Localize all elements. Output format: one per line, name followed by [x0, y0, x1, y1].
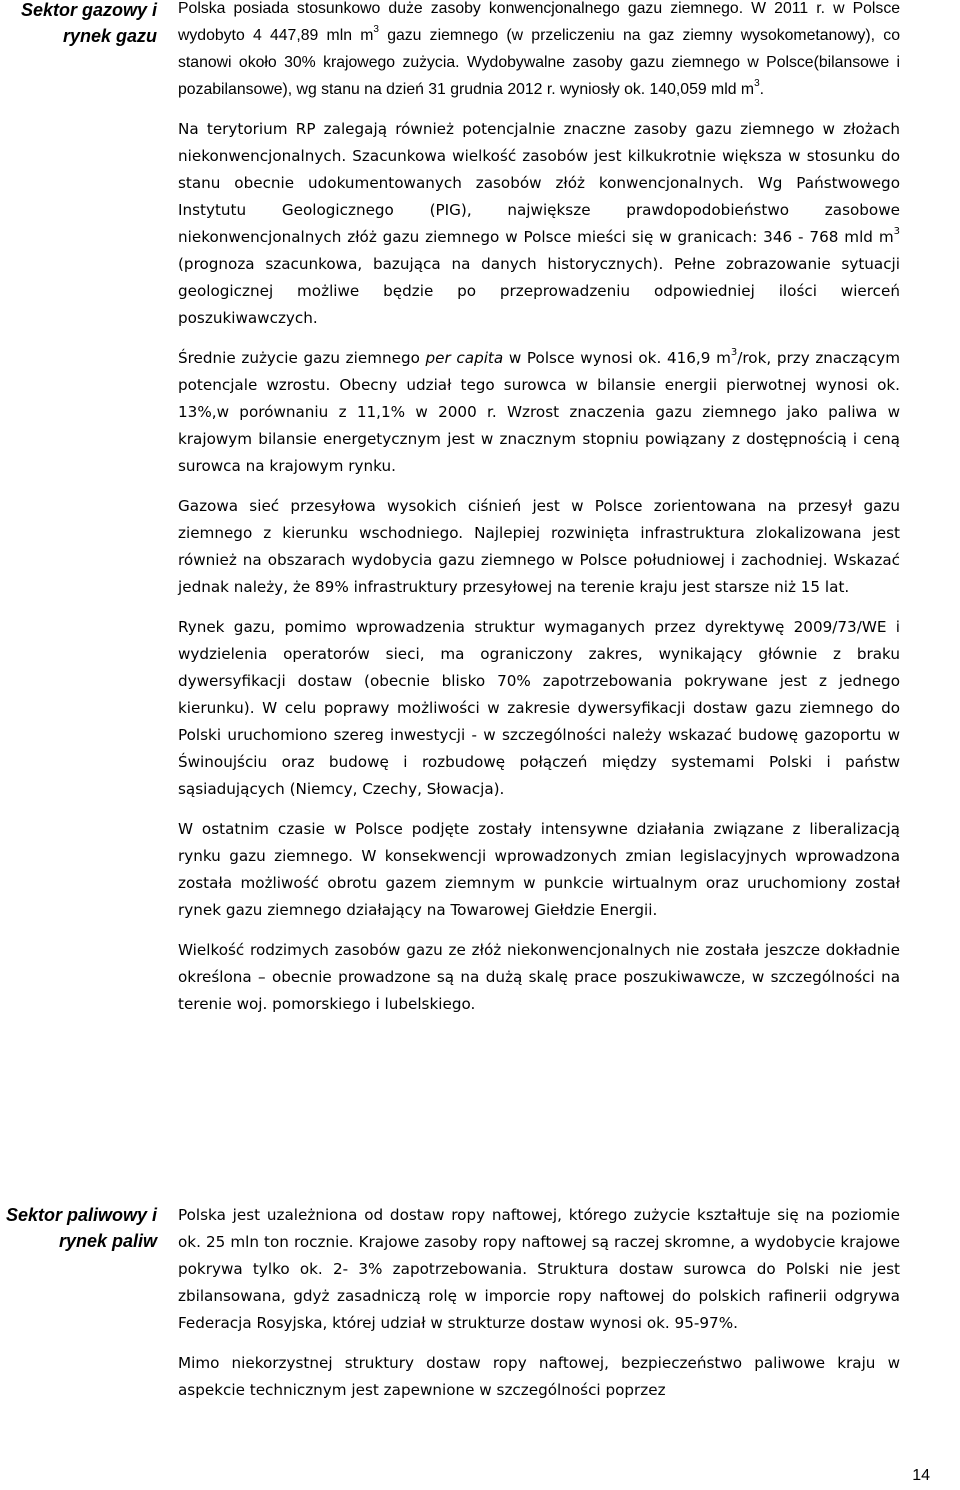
- gas-paragraph-5: Rynek gazu, pomimo wprowadzenia struktur wymaganych przez dyrektywę 2009/73/WE i wydzielenia operatorów sieci, ma ograniczony zakres, wynikający głównie z braku dywersyfikacji dostaw (obecnie blisko 70% zapotrzebowania pokrywane jest z jednego kierunku). W celu poprawy możliwości w zakresie dywersyfikacji dostaw gazu ziemnego do Polski uruchomiono szereg inwestycji - w szczególności należy wskazać budowę gazoportu w Świnoujściu oraz budowę i rozbudowę połączeń między systemami Polski i państw sąsiadujących (Niemcy, Czechy, Słowacja).: [178, 618, 900, 798]
- gas-paragraph-4: Gazowa sieć przesyłowa wysokich ciśnień jest w Polsce zorientowana na przesył gazu ziemnego z kierunku wschodniego. Najlepiej rozwinięta infrastruktura zlokalizowana jest również na obszarach wydobycia gazu ziemnego w Polsce południowej i zachodniej. Wskazać jednak należy, że 89% infrastruktury przesyłowej na terenie kraju jest starsze niż 15 lat.: [178, 497, 900, 596]
- gas-paragraph-7: Wielkość rodzimych zasobów gazu ze złóż niekonwencjonalnych nie została jeszcze dokładnie określona – obecnie prowadzone są na dużą skalę prace poszukiwawcze, w szczególności na terenie woj. pomorskiego i lubelskiego.: [178, 941, 900, 1013]
- gas-sector-heading: Sektor gazowy i rynek gazu: [20, 0, 157, 46]
- gas-paragraph-1: Polska posiada stosunkowo duże zasoby konwencjonalnego gazu ziemnego. W 2011 r. w Polsce wydobyto 4 447,89 mln $m^3$ gazu ziemnego (w przeliczeniu na gaz ziemny wysokometanowy), co stanowi około 30% krajowego zużycia. Wydobywalne zasoby gazu ziemnego w Polsce(bilansowe i pozabilansowe), wg stanu na dzień 31 grudnia 2012 r. wyniosły ok. 140,059 mld $m^3$.: [178, 0, 900, 98]
- gas-paragraph-3: Średnie zużycie gazu ziemnego per capita w Polsce wynosi ok. 416,9 $m^3$/rok, przy znaczącym potencjale wzrostu. Obecny udział tego surowca w bilansie energii pierwotnej wynosi ok. 13%,w porównaniu z 11,1% w 2000 r. Wzrost znaczenia gazu ziemnego jako paliwa w krajowym bilansie energetycznym jest w znacznym stopniu powiązany z dostępnością i ceną surowca na krajowym rynku.: [178, 346, 900, 475]
- fuel-section: [178, 1202, 900, 1404]
- gas-section: [178, 0, 900, 1018]
- sidebar-heading-fuel: [0, 1202, 157, 1254]
- fuel-sector-heading: Sektor paliwowy i rynek paliw: [5, 1205, 157, 1251]
- page-number: 14: [912, 1467, 930, 1484]
- fuel-paragraph-1: Polska jest uzależniona od dostaw ropy naftowej, którego zużycie kształtuje się na poziomie ok. 25 mln ton rocznie. Krajowe zasoby ropy naftowej są raczej skromne, a wydobycie krajowe pokrywa tylko ok. 2- 3% zapotrzebowania. Struktura dostaw surowca do Polski nie jest zbilansowana, gdyż zasadniczą rolę w imporcie ropy naftowej do polskich rafinerii odgrywa Federacja Rosyjska, której udział w strukturze dostaw wynosi ok. 95-97%.: [178, 1206, 900, 1332]
- gas-paragraph-6: W ostatnim czasie w Polsce podjęte zostały intensywne działania związane z liberalizacją rynku gazu ziemnego. W konsekwencji wprowadzonych zmian legislacyjnych wprowadzona została możliwość obrotu gazem ziemnym w punkcie wirtualnym oraz uruchomiony został rynek gazu ziemnego działający na Towarowej Giełdzie Energii.: [178, 820, 900, 919]
- sidebar-heading-gas: [0, 0, 157, 49]
- fuel-paragraph-2: Mimo niekorzystnej struktury dostaw ropy naftowej, bezpieczeństwo paliwowe kraju w aspekcie technicznym jest zapewnione w szczególności poprzez: [178, 1354, 900, 1399]
- gas-paragraph-2: Na terytorium RP zalegają również potencjalnie znaczne zasoby gazu ziemnego w złożach niekonwencjonalnych. Szacunkowa wielkość zasobów jest kilkukrotnie większa w stosunku do stanu obecnie udokumentowanych zasobów złóż konwencjonalnych. Wg Państwowego Instytutu Geologicznego (PIG), największe prawdopodobieństwo zasobowe niekonwencjonalnych złóż gazu ziemnego w Polsce mieści się w granicach: 346 - 768 mld $m^3$ (prognoza szacunkowa, bazująca na danych historycznych). Pełne zobrazowanie sytuacji geologicznej możliwe będzie po przeprowadzeniu odpowiedniej ilości wierceń poszukiwawczych.: [178, 120, 900, 327]
